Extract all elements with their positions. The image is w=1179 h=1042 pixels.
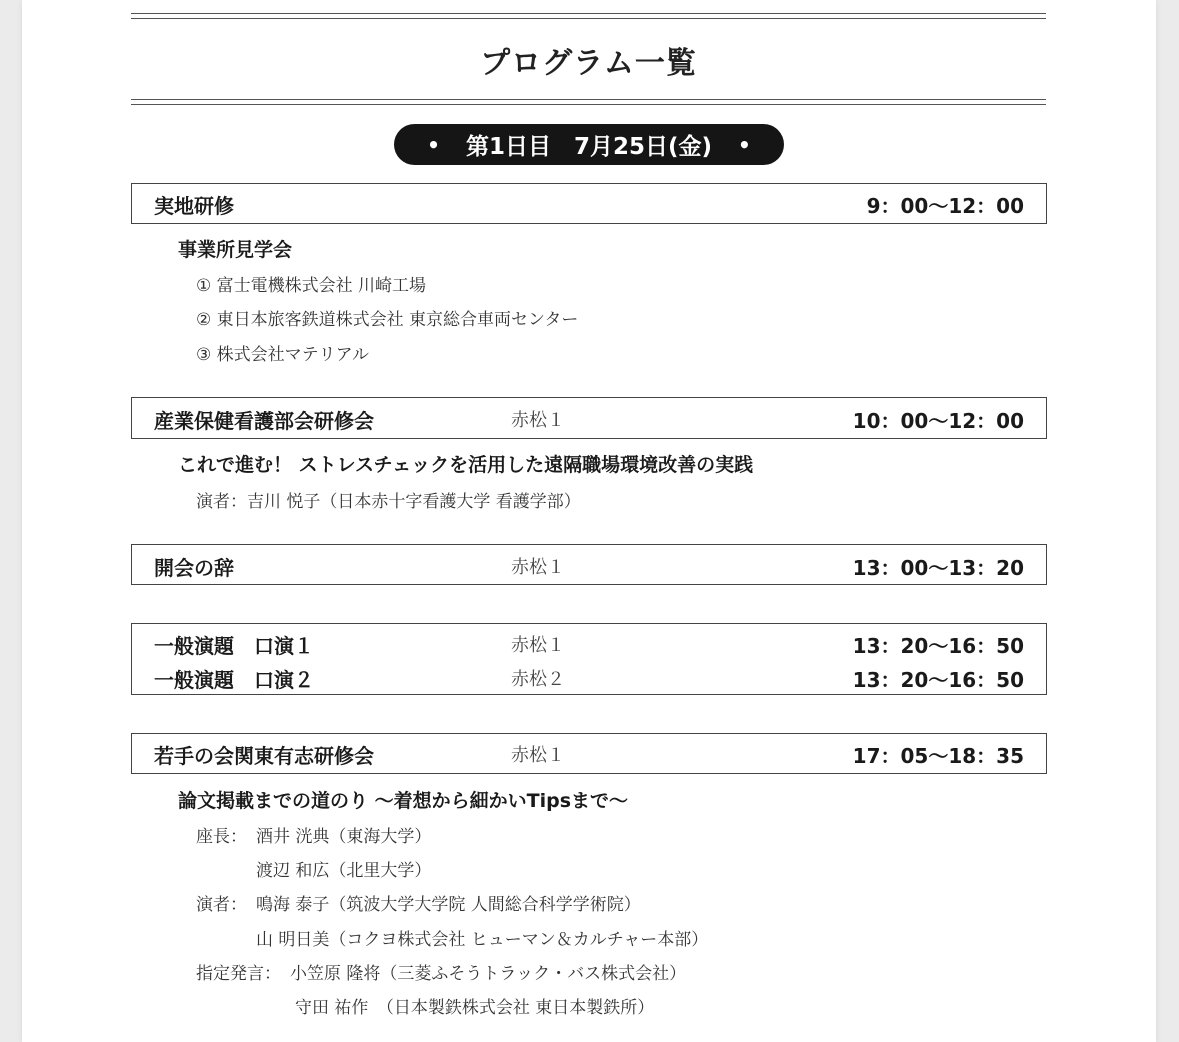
list-item: ② 東日本旅客鉄道株式会社 東京総合車両センター	[196, 310, 579, 330]
session-name: 開会の辞	[154, 556, 234, 580]
session-subtitle: 事業所見学会	[178, 239, 293, 261]
designated-label: 指定発言：	[196, 964, 281, 984]
bullet-dot-icon: •	[738, 132, 751, 157]
chair-name: 渡辺 和広（北里大学）	[256, 861, 432, 881]
session-time: 10：00～12：00	[852, 409, 1024, 433]
session-time: 13：00～13：20	[852, 556, 1024, 580]
speaker-line: 演者：吉川 悦子（日本赤十字看護大学 看護学部）	[196, 492, 581, 512]
session-time: 17：05～18：35	[852, 744, 1024, 768]
table-row	[132, 660, 1046, 694]
table-row	[132, 626, 1046, 660]
session-time: 13：20～16：50	[852, 668, 1024, 692]
session-subtitle: これで進む！ ストレスチェックを活用した遠隔職場環境改善の実践	[178, 454, 754, 476]
session-room: 赤松１	[511, 410, 565, 431]
top-double-rule	[131, 13, 1046, 19]
session-subtitle: 論文掲載までの道のり ～着想から細かいTipsまで～	[178, 790, 628, 812]
session-header-wakate	[131, 733, 1047, 774]
session-header-jitchi	[131, 183, 1047, 224]
chair-name: 酒井 洸典（東海大学）	[256, 827, 432, 847]
session-name: 実地研修	[154, 194, 234, 218]
designated-name: 小笠原 隆将（三菱ふそうトラック・バス株式会社）	[290, 964, 687, 984]
session-time: 13：20～16：50	[852, 634, 1024, 658]
list-item: ① 富士電機株式会社 川崎工場	[196, 276, 427, 296]
day-label: 第1日目 7月25日(金)	[465, 134, 713, 160]
session-name: 一般演題 口演２	[154, 668, 314, 692]
list-item: ③ 株式会社マテリアル	[196, 345, 369, 365]
speaker-name: 山 明日美（コクヨ株式会社 ヒューマン＆カルチャー本部）	[256, 930, 709, 950]
session-header-general	[131, 623, 1047, 695]
session-room: 赤松１	[511, 557, 565, 578]
session-name: 一般演題 口演１	[154, 634, 314, 658]
bullet-dot-icon: •	[427, 132, 440, 157]
speaker-name: 鳴海 泰子（筑波大学大学院 人間総合科学学術院）	[256, 895, 641, 915]
session-room: 赤松１	[511, 745, 565, 766]
page-title: プログラム一覧	[480, 46, 697, 81]
session-name: 若手の会関東有志研修会	[154, 744, 374, 768]
title-double-rule	[131, 99, 1046, 105]
day-banner	[394, 124, 784, 165]
session-header-opening	[131, 544, 1047, 585]
session-name: 産業保健看護部会研修会	[154, 409, 374, 433]
session-room: 赤松２	[511, 669, 565, 690]
speaker-label: 演者：	[196, 895, 247, 915]
chair-label: 座長：	[196, 827, 247, 847]
session-room: 赤松１	[511, 635, 565, 656]
designated-name: 守田 祐作 （日本製鉄株式会社 東日本製鉄所）	[295, 998, 655, 1018]
session-time: 9：00～12：00	[866, 194, 1024, 218]
session-header-sangyo	[131, 397, 1047, 439]
